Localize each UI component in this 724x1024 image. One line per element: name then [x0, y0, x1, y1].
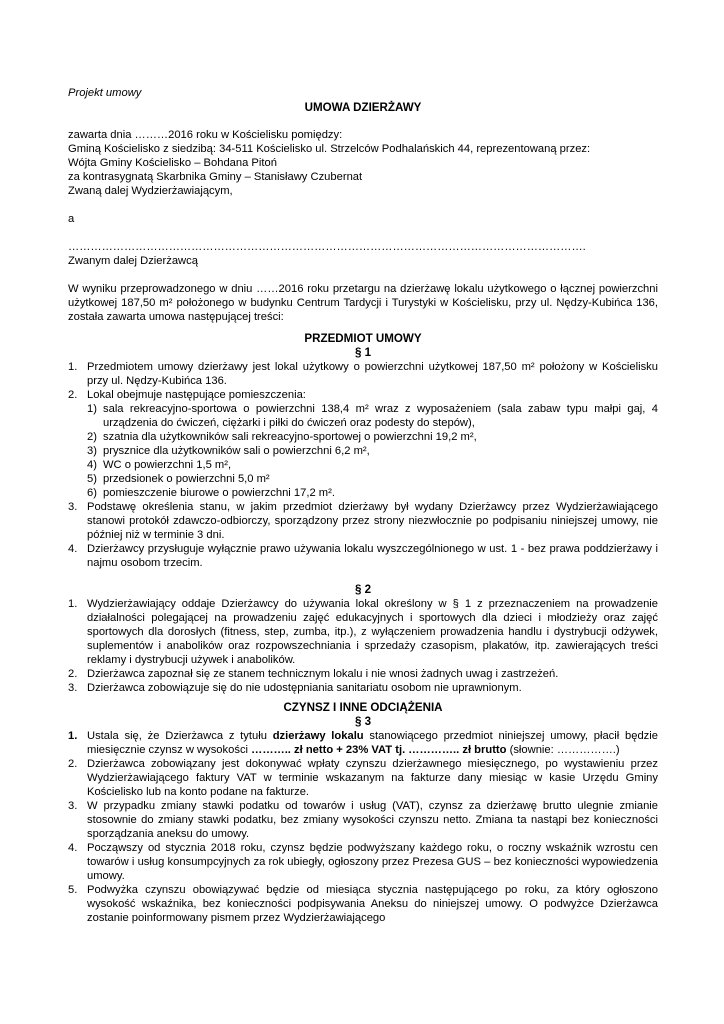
- room-item: 1) sala rekreacyjno-sportowa o powierzchni 138,4 m² wraz z wyposażeniem (sala zabaw typu małpi gaj, 4 urządzenia do ćwiczeń, ciężarki i piłki do ćwiczeń oraz podesty do stepów),: [87, 403, 658, 429]
- draft-label: Projekt umowy: [68, 87, 142, 99]
- list-item: 2. Lokal obejmuje następujące pomieszczenia: 1) sala rekreacyjno-sportowa o powierzchni 138,4 m² wraz z wyposażeniem (sala zabaw typu małpi gaj, 4 urządzenia do ćwiczeń, ciężarki i piłki do ćwiczeń oraz podesty do stepów), 2) szatnia dla użytkowników sali rekreacyjno-sportowej o powierzchni 19,2 m², 3) prysznice dla użytkowników sali o powierzchni 6,2 m², 4) WC o powierzchni 1,5 m², 5) przedsionek o powierzchni 5,0 m² 6) pomieszczenie biurowe o powierzchni 17,2 m².: [68, 389, 658, 499]
- section2-list: [68, 597, 658, 695]
- paragraph-mark-1: § 1: [354, 346, 372, 359]
- section-title-subject: PRZEDMIOT UMOWY: [304, 332, 422, 345]
- list-item: 2. Dzierżawca zobowiązany jest dokonywać wpłaty czynszu dzierżawnego miesięcznego, po wystawieniu przez Wydzierżawiającego faktury VAT w terminie wskazanym na fakturze dany miesiąc w kasie Urzędu Gminy Kościelisko lub na konto podane na fakturze.: [68, 758, 658, 798]
- list-item: 1. Wydzierżawiający oddaje Dzierżawcy do używania lokal określony w § 1 z przeznaczeniem na prowadzenie działalności polegającej na prowadzeniu zajęć edukacyjnych i sportowych dla dzieci i młodzieży oraz zajęć sportowych dla dorosłych (fitness, step, zumba, itp.), z wyłączeniem prowadzenia handlu i dystrybucji odżywek, suplementów i anabolików oraz rozpowszechniania i sprzedaży czasopism, plakatów, itp. zawierających treści reklamy i dystrybucji używek i anabolików.: [68, 598, 658, 666]
- document-page: [68, 86, 658, 925]
- room-item: 6) pomieszczenie biurowe o powierzchni 17,2 m².: [87, 487, 335, 499]
- paragraph-mark-3: § 3: [354, 715, 372, 728]
- rooms-list: [68, 402, 658, 500]
- paragraph-mark-2: § 2: [354, 583, 372, 596]
- list-item: 4. Dzierżawcy przysługuje wyłącznie prawo używania lokalu wyszczególnionego w ust. 1 - bez prawa poddzierżawy i najmu osobom trzecim.: [68, 543, 658, 569]
- room-item: 4) WC o powierzchni 1,5 m²,: [87, 459, 232, 471]
- lessee-label: Zwanym dalej Dzierżawcą: [68, 255, 198, 267]
- parties-line-2: Gminą Kościelisko z siedzibą: 34-511 Kościelisko ul. Strzelców Podhalańskich 44, reprezentowaną przez:: [68, 143, 591, 155]
- section1-list: [68, 360, 658, 570]
- parties-line-1: zawarta dnia ………2016 roku w Kościelisku pomiędzy:: [68, 129, 343, 141]
- list-item: 3. Podstawę określenia stanu, w jakim przedmiot dzierżawy był wydany Dzierżawcy przez Wydzierżawiającego stanowi protokół zdawczo-odbiorczy, sporządzony przez strony niezwłocznie po podpisaniu niniejszej umowy, nie później niż w terminie 3 dni.: [68, 501, 658, 541]
- list-item: 2. Dzierżawca zapoznał się ze stanem technicznym lokalu i nie wnosi żadnych uwag i zastrzeżeń.: [68, 668, 559, 680]
- room-item: 2) szatnia dla użytkowników sali rekreacyjno-sportowej o powierzchni 19,2 m²,: [87, 431, 477, 443]
- section3-list: [68, 729, 658, 925]
- parties-line-4: za kontrasygnatą Skarbnika Gminy – Stanisławy Czubernat: [68, 171, 363, 183]
- list-item: 3. W przypadku zmiany stawki podatku od towarów i usług (VAT), czynsz za dzierżawę brutto ulegnie zmianie stosownie do zmiany stawki podatku, bez zmiany wysokości czynszu netto. Zmiana ta nastąpi bez konieczności sporządzania aneksu do umowy.: [68, 800, 658, 840]
- preamble: W wyniku przeprowadzonego w dniu ……2016 roku przetargu na dzierżawę lokalu użytkowego o łącznej powierzchni użytkowej 187,50 m² położonego w budynku Centrum Tardycji i Turystyki w Kościelisku, przy ul. Nędzy-Kubińca 136, została zawarta umowa następującej treści:: [68, 283, 658, 323]
- document-title: UMOWA DZIERŻAWY: [304, 101, 422, 114]
- room-item: 5) przedsionek o powierzchni 5,0 m²: [87, 473, 270, 485]
- parties-block: [68, 128, 658, 268]
- room-item: 3) prysznice dla użytkowników sali o powierzchni 6,2 m²,: [87, 445, 370, 457]
- lessee-blank-line: ………………………………………………………………………………………………………………………….: [68, 241, 586, 253]
- list-item: 1. Przedmiotem umowy dzierżawy jest lokal użytkowy o powierzchni użytkowej 187,50 m² położony w Kościelisku przy ul. Nędzy-Kubińca 136.: [68, 361, 658, 387]
- list-item: 4. Począwszy od stycznia 2018 roku, czynsz będzie podwyższany każdego roku, o roczny wskaźnik wzrostu cen towarów i usług konsumpcyjnych za rok ubiegły, ogłoszony przez Prezesa GUS – bez konieczności wypowiedzenia umowy.: [68, 842, 658, 882]
- parties-line-3: Wójta Gminy Kościelisko – Bohdana Pitoń: [68, 157, 277, 169]
- list-item: 1. Ustala się, że Dzierżawca z tytułu dzierżawy lokalu stanowiącego przedmiot niniejszej umowy, płacił będzie miesięcznie czynsz w wysokości ……….. zł netto + 23% VAT tj. ………….. zł brutto (słownie: …………….): [68, 730, 658, 756]
- list-item: 3. Dzierżawca zobowiązuje się do nie udostępniania sanitariatu osobom nie uprawnionym.: [68, 682, 522, 694]
- parties-line-5: Zwaną dalej Wydzierżawiającym,: [68, 185, 233, 197]
- parties-and: a: [68, 213, 75, 225]
- list-item: 5. Podwyżka czynszu obowiązywać będzie od miesiąca stycznia następującego po roku, za który ogłoszono wysokość wskaźnika, bez konieczności podpisywania Aneksu do niniejszej umowy. O podwyżce Dzierżawca zostanie poinformowany pismem przez Wydzierżawiającego: [68, 884, 658, 924]
- section-title-rent: CZYNSZ I INNE ODCIĄŻENIA: [283, 701, 443, 714]
